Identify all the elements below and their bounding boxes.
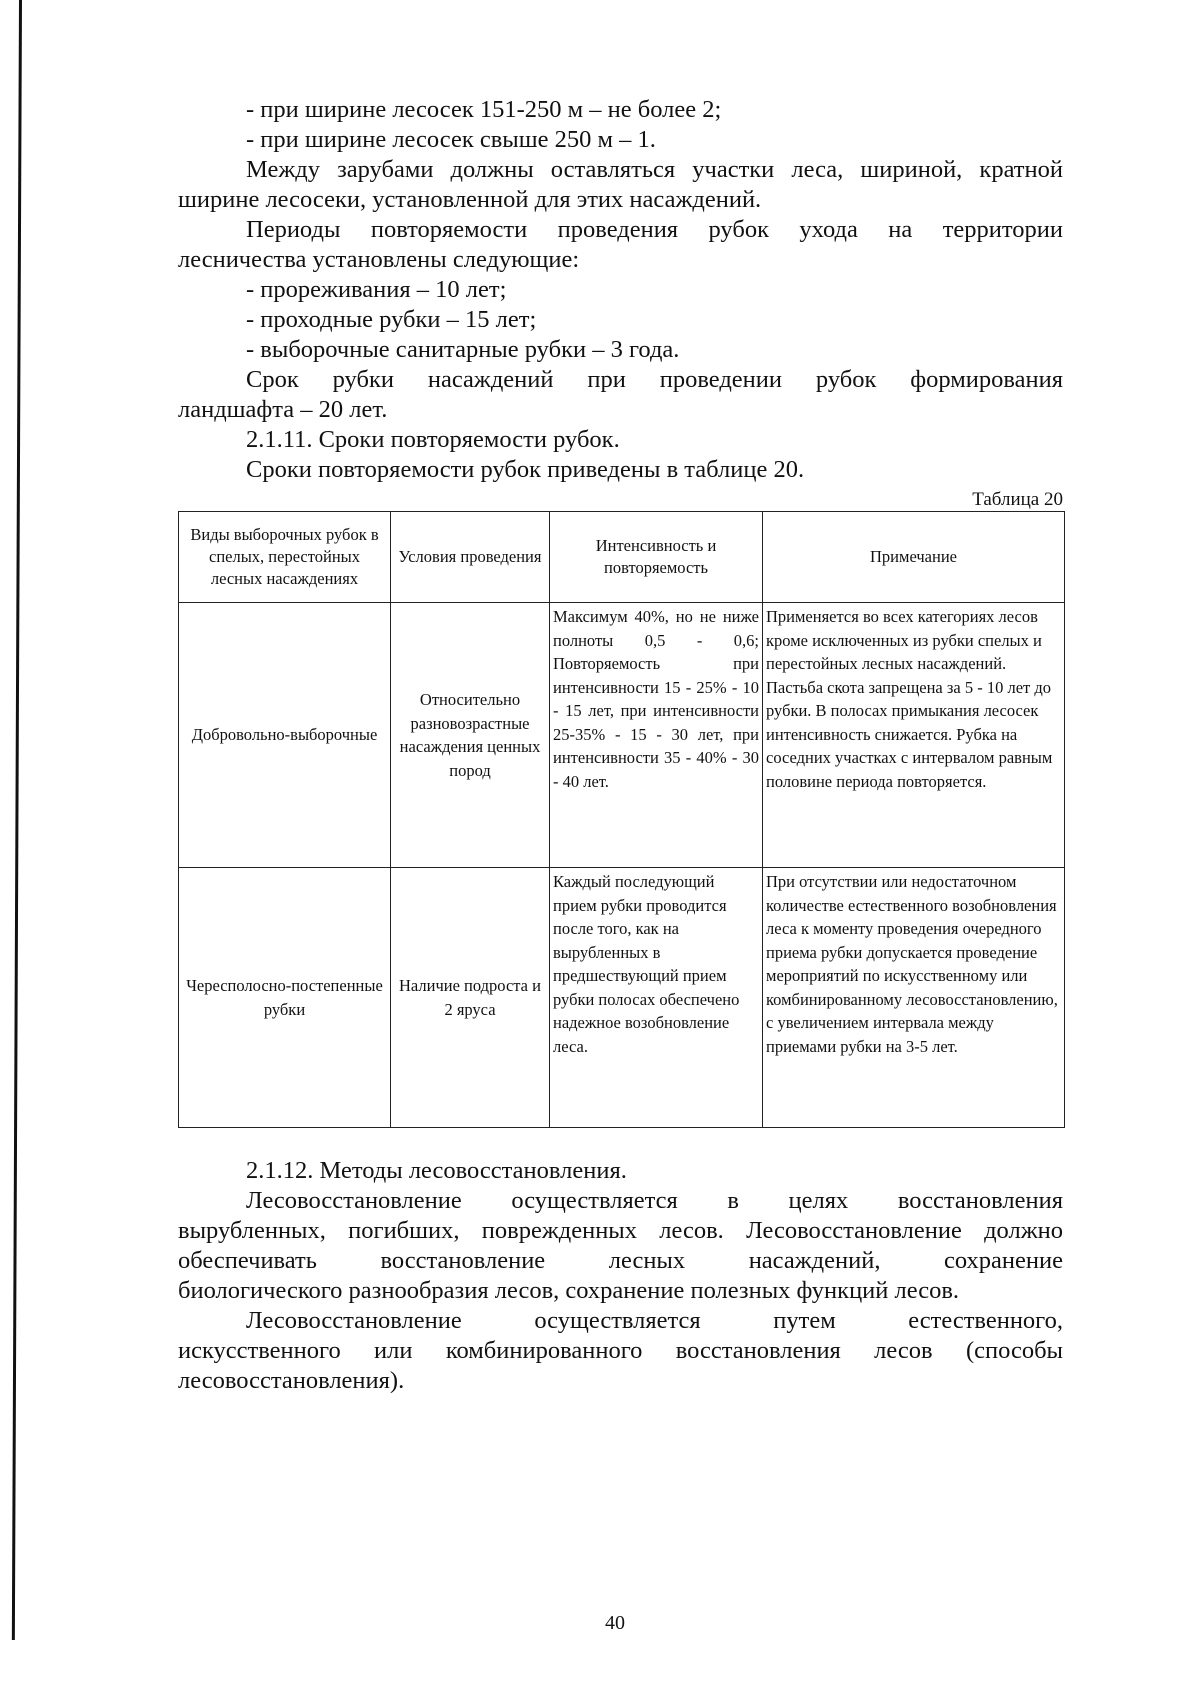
cell-intensity: Каждый последующий прием рубки проводится после того, как на вырубленных в предшествующий прием рубки полосах обеспечено надежное возобновление леса. [550,868,763,1128]
list-item-passage-cutting: - проходные рубки – 15 лет; [246,306,537,333]
paragraph-between-cuts [178,155,1063,215]
paragraph-line: ширине лесосеки, установленной для этих насаждений. [178,186,762,213]
table-row [179,603,1065,868]
paragraph-reforestation-methods [178,1306,1063,1396]
section-2-1-12 [178,1156,1063,1396]
paragraph-line: Лесовосстановление осуществляется путем естественного, [246,1307,1063,1334]
table-row [179,868,1065,1128]
table-caption: Таблица 20 [972,489,1063,510]
table-intro: Сроки повторяемости рубок приведены в таблице 20. [246,456,805,483]
paragraph-periods [178,215,1063,275]
cell-cutting-type: Добровольно-выборочные [179,603,391,868]
scan-edge-line [12,0,22,1640]
section-heading-2-1-11: 2.1.11. Сроки повторяемости рубок. [246,426,620,453]
paragraph-line: вырубленных, погибших, поврежденных лесов. Лесовосстановление должно [178,1217,1063,1244]
list-item-sanitary-cutting: - выборочные санитарные рубки – 3 года. [246,336,680,363]
cell-note: При отсутствии или недостаточном количестве естественного возобновления леса к моменту проведения очередного приема рубки допускается проведение мероприятий по искусственному или комбинированному лесовосстановлению, с увеличением интервала между приемами рубки на 3-5 лет. [763,868,1065,1128]
cell-conditions: Относительно разновозрастные насаждения ценных пород [391,603,550,868]
cell-note: Применяется во всех категориях лесов кроме исключенных из рубки спелых и перестойных лесных насаждений. Пастьба скота запрещена за 5 - 10 лет до рубки. В полосах примыкания лесосек интенсивность снижается. Рубка на соседних участках с интервалом равным половине периода повторяется. [763,603,1065,868]
paragraph-line: ландшафта – 20 лет. [178,396,388,423]
header-intensity: Интенсивность и повторяемость [550,512,763,603]
document-page [178,95,1063,1396]
paragraph-line: лесничества установлены следующие: [178,246,580,273]
list-item-width-over-250: - при ширине лесосек свыше 250 м – 1. [246,126,656,153]
page-number: 40 [605,1612,625,1634]
paragraph-line: Периоды повторяемости проведения рубок ухода на территории [246,216,1063,243]
paragraph-line: Срок рубки насаждений при проведении рубок формирования [246,366,1063,393]
cutting-periods-table [178,511,1065,1128]
paragraph-landscape [178,365,1063,425]
paragraph-line: Между зарубами должны оставляться участки леса, шириной, кратной [246,156,1063,183]
paragraph-reforestation-purpose [178,1186,1063,1306]
header-conditions: Условия проведения [391,512,550,603]
cell-cutting-type: Чересполосно-постепенные рубки [179,868,391,1128]
header-cutting-type: Виды выборочных рубок в спелых, перестойных лесных насаждениях [179,512,391,603]
paragraph-line: биологического разнообразия лесов, сохранение полезных функций лесов. [178,1277,960,1304]
cell-conditions: Наличие подроста и 2 яруса [391,868,550,1128]
paragraph-line: Лесовосстановление осуществляется в целях восстановления [246,1187,1063,1214]
cell-intensity: Максимум 40%, но не ниже полноты 0,5 - 0,6; Повторяемость при интенсивности 15 - 25% - 10 - 15 лет, при интенсивности 25-35% - 15 - 30 лет, при интенсивности 35 - 40% - 30 - 40 лет. [550,603,763,868]
section-heading-2-1-12: 2.1.12. Методы лесовосстановления. [246,1157,627,1184]
table-header-row [179,512,1065,603]
header-note: Примечание [763,512,1065,603]
paragraph-line: лесовосстановления). [178,1367,405,1394]
paragraph-line: искусственного или комбинированного восстановления лесов (способы [178,1337,1063,1364]
list-item-width-151-250: - при ширине лесосек 151-250 м – не более 2; [246,96,722,123]
list-item-thinning: - прореживания – 10 лет; [246,276,507,303]
paragraph-line: обеспечивать восстановление лесных насаждений, сохранение [178,1247,1063,1274]
